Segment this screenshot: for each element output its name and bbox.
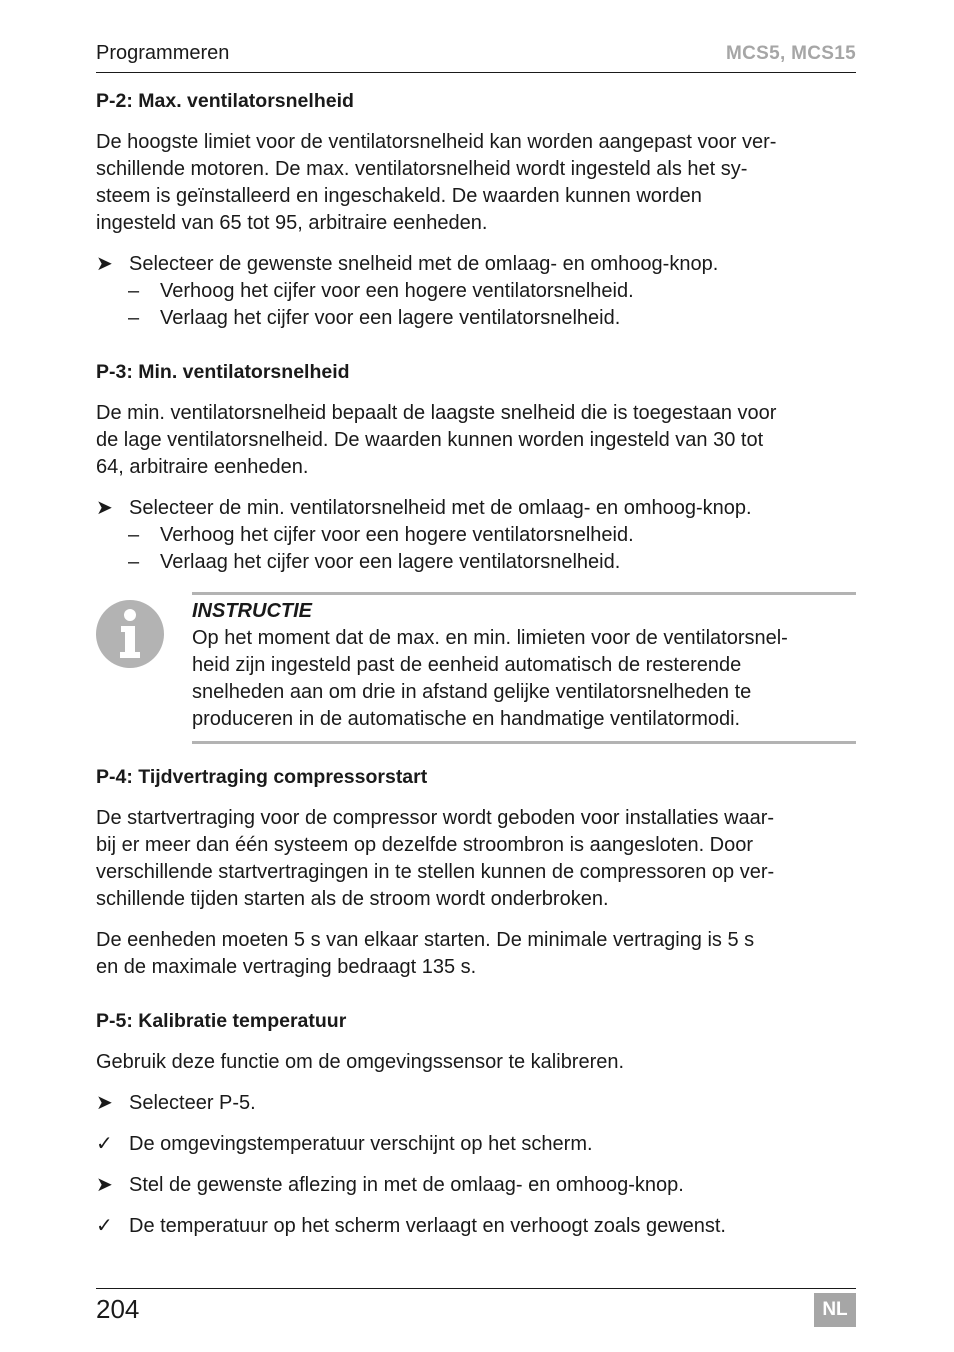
result-text: De temperatuur op het scherm verlaagt en verhoogt zoals gewenst. (129, 1215, 726, 1237)
section-body: Gebruik deze functie om de omgevingssensor te kalibreren. (96, 1051, 625, 1073)
instruction-note (96, 592, 858, 744)
sub-item-text: Verlaag het cijfer voor een lagere ventilatorsnelheid. (160, 307, 621, 329)
section-p3 (96, 359, 858, 576)
sub-item-text: Verhoog het cijfer voor een hogere ventilatorsnelheid. (160, 280, 634, 302)
section-heading: P-5: Kalibratie temperatuur (96, 1010, 347, 1032)
step-text: Selecteer de gewenste snelheid met de omlaag- en omhoog-knop. (129, 253, 719, 275)
language-badge: NL (814, 1293, 856, 1327)
arrow-icon: ➤ (96, 497, 113, 519)
sub-item (96, 549, 858, 576)
page-content (96, 88, 858, 1240)
step-text: Stel de gewenste aflezing in met de omlaag- en omhoog-knop. (129, 1174, 684, 1196)
section-p4 (96, 764, 858, 981)
section-heading: P-2: Max. ventilatorsnelheid (96, 90, 354, 112)
note-text: Op het moment dat de max. en min. limieten voor de ventilatorsnel- heid zijn ingesteld past de eenheid automatisch de resterende snelheden aan om drie in afstand gelijke ventilatorsnelheden te produceren in de automatische en handmatige ventilatormodi. (192, 627, 788, 730)
dash-icon: – (128, 307, 140, 329)
arrow-icon: ➤ (96, 253, 113, 275)
sub-item (96, 522, 858, 549)
step-text: Selecteer de min. ventilatorsnelheid met de omlaag- en omhoog-knop. (129, 497, 752, 519)
dash-icon: – (128, 280, 140, 302)
section-p5 (96, 1008, 858, 1240)
page-number: 204 (96, 1294, 140, 1324)
result-step (96, 1213, 858, 1240)
sub-item-text: Verlaag het cijfer voor een lagere ventilatorsnelheid. (160, 551, 621, 573)
action-step (96, 495, 858, 522)
section-body: De eenheden moeten 5 s van elkaar starten. De minimale vertraging is 5 s en de maximale vertraging bedraagt 135 s. (96, 929, 755, 978)
action-step (96, 1172, 858, 1199)
section-heading: P-4: Tijdvertraging compressorstart (96, 766, 428, 788)
action-step (96, 1090, 858, 1117)
section-p2 (96, 88, 858, 332)
page-footer (96, 1288, 856, 1329)
section-body: De min. ventilatorsnelheid bepaalt de laagste snelheid die is toegestaan voor de lage ventilatorsnelheid. De waarden kunnen worden ingesteld van 30 tot 64, arbitraire eenheden. (96, 402, 777, 478)
result-text: De omgevingstemperatuur verschijnt op het scherm. (129, 1133, 593, 1155)
section-title: Programmeren (96, 42, 230, 64)
sub-item-text: Verhoog het cijfer voor een hogere ventilatorsnelheid. (160, 524, 634, 546)
result-step (96, 1131, 858, 1158)
step-text: Selecteer P-5. (129, 1092, 256, 1114)
note-body (192, 592, 856, 744)
check-icon: ✓ (96, 1133, 113, 1155)
note-title: INSTRUCTIE (192, 600, 312, 622)
check-icon: ✓ (96, 1215, 113, 1237)
section-body: De startvertraging voor de compressor wordt geboden voor installaties waar- bij er meer dan één systeem op dezelfde stroombron is aangesloten. Door verschillende startvertragingen in te stellen kunnen de compressoren op ver- schillende tijden starten als de stroom wordt onderbroken. (96, 807, 775, 910)
arrow-icon: ➤ (96, 1174, 113, 1196)
dash-icon: – (128, 551, 140, 573)
section-heading: P-3: Min. ventilatorsnelheid (96, 361, 350, 383)
model-names: MCS5, MCS15 (725, 43, 856, 64)
page-header (96, 40, 856, 73)
info-icon (96, 600, 164, 668)
action-step (96, 251, 858, 278)
dash-icon: – (128, 524, 140, 546)
arrow-icon: ➤ (96, 1092, 113, 1114)
sub-item (96, 278, 858, 305)
section-body: De hoogste limiet voor de ventilatorsnelheid kan worden aangepast voor ver- schillende motoren. De max. ventilatorsnelheid wordt ingesteld als het sy- steem is geïnstalleerd en ingeschakeld. De waarden kunnen worden ingesteld van 65 tot 95, arbitraire eenheden. (96, 131, 777, 234)
sub-item (96, 305, 858, 332)
